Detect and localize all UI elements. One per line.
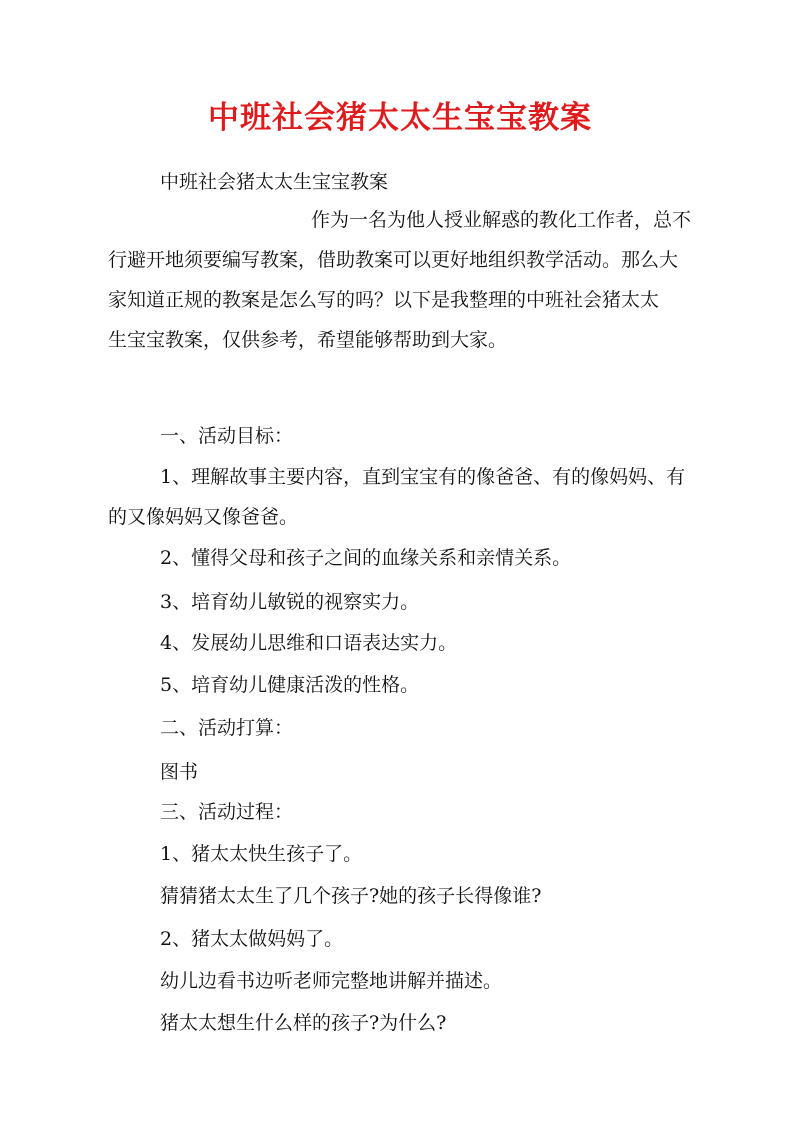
materials-text: 图书 xyxy=(160,761,199,783)
goal-4: 4、发展幼儿思维和口语表达实力。 xyxy=(160,632,458,654)
subtitle: 中班社会猪太太生宝宝教案 xyxy=(160,171,389,193)
section-heading-process: 三、活动过程： xyxy=(160,801,294,823)
intro-line-3: 家知道正规的教案是怎么写的吗？以下是我整理的中班社会猪太太 xyxy=(108,289,660,311)
step-1-question: 猜猜猪太太生了几个孩子?她的孩子长得像谁? xyxy=(160,885,542,907)
intro-line-4: 生宝宝教案，仅供参考，希望能够帮助到大家。 xyxy=(108,329,508,351)
section-heading-goals: 一、活动目标： xyxy=(160,425,294,447)
goal-1-line-1: 1、理解故事主要内容，直到宝宝有的像爸爸、有的像妈妈、有 xyxy=(160,466,686,488)
step-2: 2、猪太太做妈妈了。 xyxy=(160,928,344,950)
goal-3: 3、培育幼儿敏锐的视察实力。 xyxy=(160,591,420,613)
goal-2: 2、懂得父母和孩子之间的血缘关系和亲情关系。 xyxy=(160,547,572,569)
intro-paragraph xyxy=(108,208,692,368)
intro-line-1: 作为一名为他人授业解惑的教化工作者，总不 xyxy=(311,209,692,231)
goal-5: 5、培育幼儿健康活泼的性格。 xyxy=(160,674,420,696)
step-1: 1、猪太太快生孩子了。 xyxy=(160,843,363,865)
section-heading-preparation: 二、活动打算： xyxy=(160,717,294,739)
goal-1-line-2: 的又像妈妈又像爸爸。 xyxy=(108,506,299,528)
step-2-activity: 幼儿边看书边听老师完整地讲解并描述。 xyxy=(160,970,503,992)
document-title: 中班社会猪太太生宝宝教案 xyxy=(208,100,592,136)
intro-line-2: 行避开地须要编写教案，借助教案可以更好地组织教学活动。那么大 xyxy=(108,249,679,271)
step-2-question: 猪太太想生什么样的孩子?为什么? xyxy=(160,1012,447,1034)
